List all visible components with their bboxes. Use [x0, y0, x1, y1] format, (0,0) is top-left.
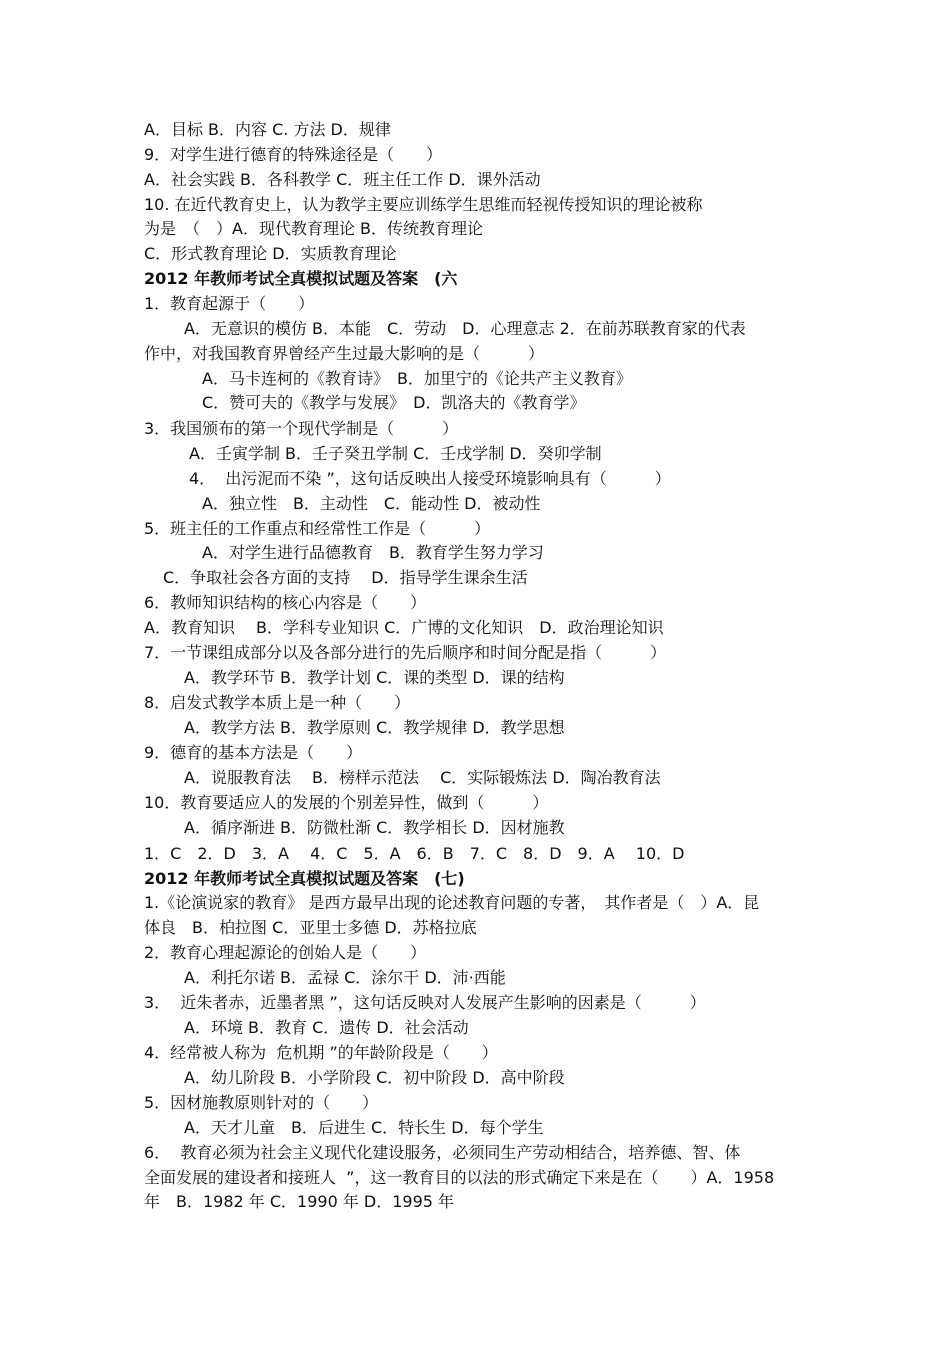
text-line: A．教育知识 B．学科专业知识 C．广博的文化知识 D．政治理论知识: [144, 618, 664, 637]
text-line: A．壬寅学制 B．壬子癸丑学制 C．壬戌学制 D．癸卯学制: [189, 444, 602, 463]
text-line: 全面发展的建设者和接班人 ”，这一教育目的以法的形式确定下来是在（ ）A．1958: [144, 1168, 775, 1187]
text-line: 10．教育要适应人的发展的个别差异性，做到（ ）: [144, 793, 549, 812]
answer-key: 1．C 2．D 3．A 4．C 5．A 6．B 7．C 8．D 9．A 10．D: [144, 844, 685, 863]
text-line: 1．教育起源于（ ）: [144, 294, 315, 313]
text-line: A．循序渐进 B．防微杜渐 C．教学相长 D．因材施教: [184, 818, 565, 837]
text-line: 5．因材施教原则针对的（ ）: [144, 1093, 379, 1112]
section-heading: 2012 年教师考试全真模拟试题及答案 (七): [144, 869, 465, 888]
text-line: A．马卡连柯的《教育诗》 B．加里宁的《论共产主义教育》: [202, 369, 632, 388]
text-line: 7．一节课组成部分以及各部分进行的先后顺序和时间分配是指（ ）: [144, 643, 667, 662]
text-line: C．争取社会各方面的支持 D．指导学生课余生活: [163, 568, 528, 587]
text-line: 体良 B．柏拉图 C．亚里士多德 D．苏格拉底: [144, 918, 477, 937]
text-line: 4．经常被人称为 危机期 ”的年龄阶段是（ ）: [144, 1043, 498, 1062]
text-line: A．教学环节 B．教学计划 C．课的类型 D．课的结构: [184, 668, 565, 687]
text-line: A．利托尔诺 B．孟禄 C．涂尔干 D．沛·西能: [184, 968, 506, 987]
text-line: 3． 近朱者赤，近墨者黑 ”，这句话反映对人发展产生影响的因素是（ ）: [144, 993, 706, 1012]
text-line: 3．我国颁布的第一个现代学制是（ ）: [144, 419, 459, 438]
text-line: 8．启发式教学本质上是一种（ ）: [144, 693, 411, 712]
text-line: 年 B．1982 年 C．1990 年 D．1995 年: [144, 1192, 455, 1211]
text-line: A．教学方法 B．教学原则 C．教学规律 D．教学思想: [184, 718, 565, 737]
text-line: 5．班主任的工作重点和经常性工作是（ ）: [144, 519, 491, 538]
text-line: 为是 （ ）A．现代教育理论 B．传统教育理论: [144, 219, 484, 238]
text-line: C．形式教育理论 D．实质教育理论: [144, 244, 397, 263]
text-line: C．赞可夫的《教学与发展》 D．凯洛夫的《教育学》: [202, 393, 586, 412]
text-line: 作中，对我国教育界曾经产生过最大影响的是（ ）: [144, 344, 545, 363]
text-line: 6． 教育必须为社会主义现代化建设服务，必须同生产劳动相结合，培养德、智、体: [144, 1143, 741, 1162]
text-line: A．对学生进行品德教育 B．教育学生努力学习: [202, 543, 544, 562]
text-line: A．独立性 B．主动性 C．能动性 D．被动性: [202, 494, 541, 513]
text-line: A．天才儿童 B．后进生 C．特长生 D．每个学生: [184, 1118, 544, 1137]
text-line: A．目标 B．内容 C. 方法 D．规律: [144, 120, 391, 139]
text-line: A．环境 B．教育 C．遗传 D．社会活动: [184, 1018, 469, 1037]
section-heading: 2012 年教师考试全真模拟试题及答案 (六: [144, 269, 458, 288]
text-line: 9．对学生进行德育的特殊途径是（ ）: [144, 145, 443, 164]
text-line: 1.《论演说家的教育》 是西方最早出现的论述教育问题的专著， 其作者是（ ）A．昆: [144, 893, 760, 912]
text-line: 2．教育心理起源论的创始人是（ ）: [144, 943, 427, 962]
text-line: 4． 出污泥而不染 ”，这句话反映出人接受环境影响具有（ ）: [189, 469, 671, 488]
text-line: 9．德育的基本方法是（ ）: [144, 743, 363, 762]
text-line: A．幼儿阶段 B．小学阶段 C．初中阶段 D．高中阶段: [184, 1068, 565, 1087]
text-line: 6．教师知识结构的核心内容是（ ）: [144, 593, 427, 612]
text-line: A．说服教育法 B．榜样示范法 C．实际锻炼法 D．陶冶教育法: [184, 768, 661, 787]
text-line: A．社会实践 B．各科教学 C．班主任工作 D．课外活动: [144, 170, 541, 189]
text-line: 10. 在近代教育史上，认为教学主要应训练学生思维而轻视传授知识的理论被称: [144, 195, 703, 214]
text-line: A．无意识的模仿 B．本能 C．劳动 D．心理意志 2．在前苏联教育家的代表: [184, 319, 746, 338]
